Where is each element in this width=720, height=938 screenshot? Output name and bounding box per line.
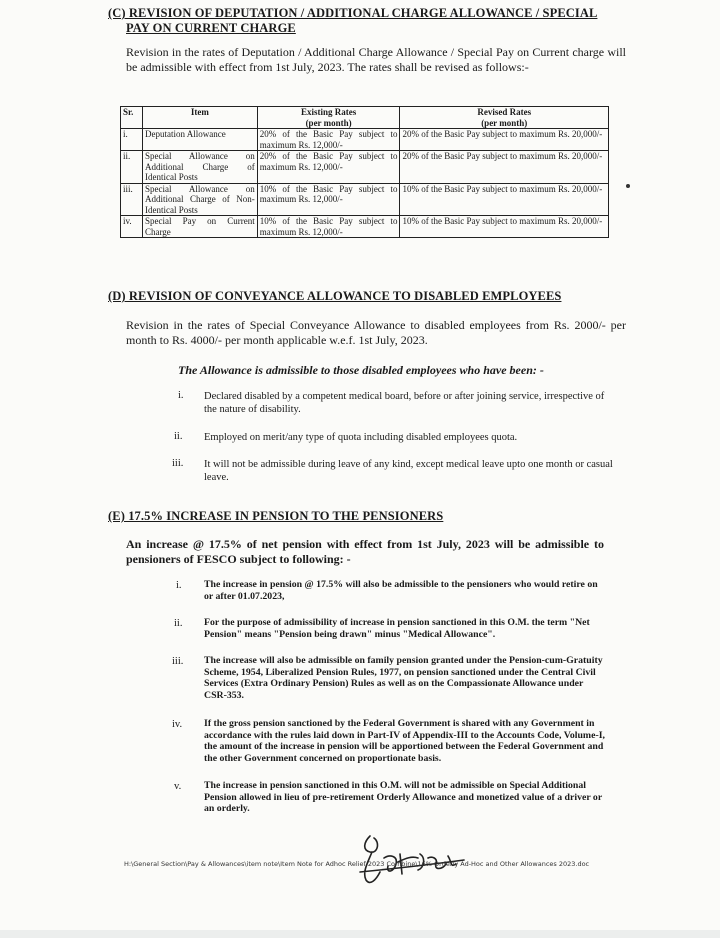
cell-existing: 20% of the Basic Pay subject to maximum Rs. 12,000/- <box>257 129 400 151</box>
e-item-text: For the purpose of admissibility of increase in pension sanctioned in this O.M. the term "Net Pension" means "Pension being drawn" minus "Medical Allowance". <box>204 617 590 640</box>
cell-sr: iv. <box>121 216 143 238</box>
cell-item: Special Allowance on Additional Charge of Non-Identical Posts <box>142 183 257 216</box>
cell-item: Special Allowance on Additional Charge of Identical Posts <box>142 151 257 184</box>
table-row <box>121 129 609 151</box>
d-item-num: iii. <box>172 458 184 469</box>
e-item-num: iii. <box>172 656 184 667</box>
table-header-row <box>121 107 609 129</box>
section-d-title: (D) REVISION OF CONVEYANCE ALLOWANCE TO DISABLED EMPLOYEES <box>108 289 562 303</box>
e-item-text: If the gross pension sanctioned by the Federal Government is shared with any Government in accordance with the rules laid down in Part-IV of Appendix-III to the Accounts Code, Volume-I, the amount of the increase in pension will be apportioned between the Federal Government and the other Government concerned on proportionate basis. <box>204 718 605 764</box>
cell-item: Special Pay on Current Charge <box>142 216 257 238</box>
cell-sr: i. <box>121 129 143 151</box>
rates-table <box>120 106 609 238</box>
cell-existing: 10% of the Basic Pay subject to maximum Rs. 12,000/- <box>257 183 400 216</box>
header-item: Item <box>142 107 257 129</box>
section-e-intro: An increase @ 17.5% of net pension with effect from 1st July, 2023 will be admissible to pensioners of FESCO subject to following: - <box>126 537 604 566</box>
header-existing-sub: (per month) <box>305 117 352 128</box>
header-existing-label: Existing Rates <box>300 107 357 117</box>
e-item-num: iv. <box>172 719 183 730</box>
cell-revised: 20% of the Basic Pay subject to maximum Rs. 20,000/- <box>400 129 609 151</box>
cell-revised: 20% of the Basic Pay subject to maximum Rs. 20,000/- <box>400 151 609 184</box>
table-row <box>121 183 609 216</box>
table-row <box>121 151 609 184</box>
header-existing <box>257 107 400 129</box>
e-item-num: i. <box>176 580 182 591</box>
d-item-num: ii. <box>174 431 183 442</box>
section-c-title-line2: PAY ON CURRENT CHARGE <box>126 21 296 35</box>
cell-existing: 20% of the Basic Pay subject to maximum Rs. 12,000/- <box>257 151 400 184</box>
d-item-num: i. <box>178 390 184 401</box>
cell-sr: ii. <box>121 151 143 184</box>
header-sr: Sr. <box>121 107 143 129</box>
section-d-intro: Revision in the rates of Special Conveyance Allowance to disabled employees from Rs. 2000/- per month to Rs. 4000/- per month applicable w.e.f. 1st July, 2023. <box>126 318 626 347</box>
section-d-subhead: The Allowance is admissible to those disabled employees who have been: - <box>178 363 544 377</box>
bullet-dot <box>626 184 630 188</box>
footer-file-path: H:\General Section\Pay & Allowances\item note\Item Note for Adhoc Relief 2023 Combine\16% Orderly Ad-Hoc and Other Allowances 2023.doc <box>124 860 590 868</box>
e-item-text: The increase will also be admissible on family pension granted under the Pension-cum-Gratuity Scheme, 1954, Liberalized Pension Rules, 1977, on pension sanctioned under the Central Civil Services (Extra Ordinary Pension) Rules as well as on the Compassionate Allowance under CSR-353. <box>204 655 603 701</box>
cell-revised: 10% of the Basic Pay subject to maximum Rs. 20,000/- <box>400 183 609 216</box>
section-c-intro: Revision in the rates of Deputation / Additional Charge Allowance / Special Pay on Current charge will be admissible with effect from 1st July, 2023. The rates shall be revised as follows:- <box>126 45 626 74</box>
cell-sr: iii. <box>121 183 143 216</box>
e-item-num: ii. <box>174 618 183 629</box>
d-item-text: It will not be admissible during leave of any kind, except medical leave upto one month or casual leave. <box>204 459 613 483</box>
e-item-text: The increase in pension @ 17.5% will also be admissible to the pensioners who would retire on or after 01.07.2023, <box>204 579 598 602</box>
cell-item: Deputation Allowance <box>142 129 257 151</box>
d-item-text: Employed on merit/any type of quota including disabled employees quota. <box>204 432 518 443</box>
d-item-text: Declared disabled by a competent medical board, before or after joining service, irrespective of the nature of disability. <box>204 391 605 415</box>
table-row <box>121 216 609 238</box>
header-revised <box>400 107 609 129</box>
section-e-title: (E) 17.5% INCREASE IN PENSION TO THE PENSIONERS <box>108 509 444 523</box>
header-revised-label: Revised Rates <box>477 107 532 117</box>
cell-revised: 10% of the Basic Pay subject to maximum Rs. 20,000/- <box>400 216 609 238</box>
signature-scribble <box>340 828 480 890</box>
e-item-text: The increase in pension sanctioned in this O.M. will not be admissible on Special Additional Pension allowed in lieu of pre-retirement Orderly Allowance and monetized value of a driver or an orderly. <box>204 780 603 814</box>
section-c-title-line1: (C) REVISION OF DEPUTATION / ADDITIONAL CHARGE ALLOWANCE / SPECIAL <box>108 6 598 20</box>
cell-existing: 10% of the Basic Pay subject to maximum Rs. 12,000/- <box>257 216 400 238</box>
header-revised-sub: (per month) <box>481 117 528 128</box>
e-item-num: v. <box>174 781 182 792</box>
